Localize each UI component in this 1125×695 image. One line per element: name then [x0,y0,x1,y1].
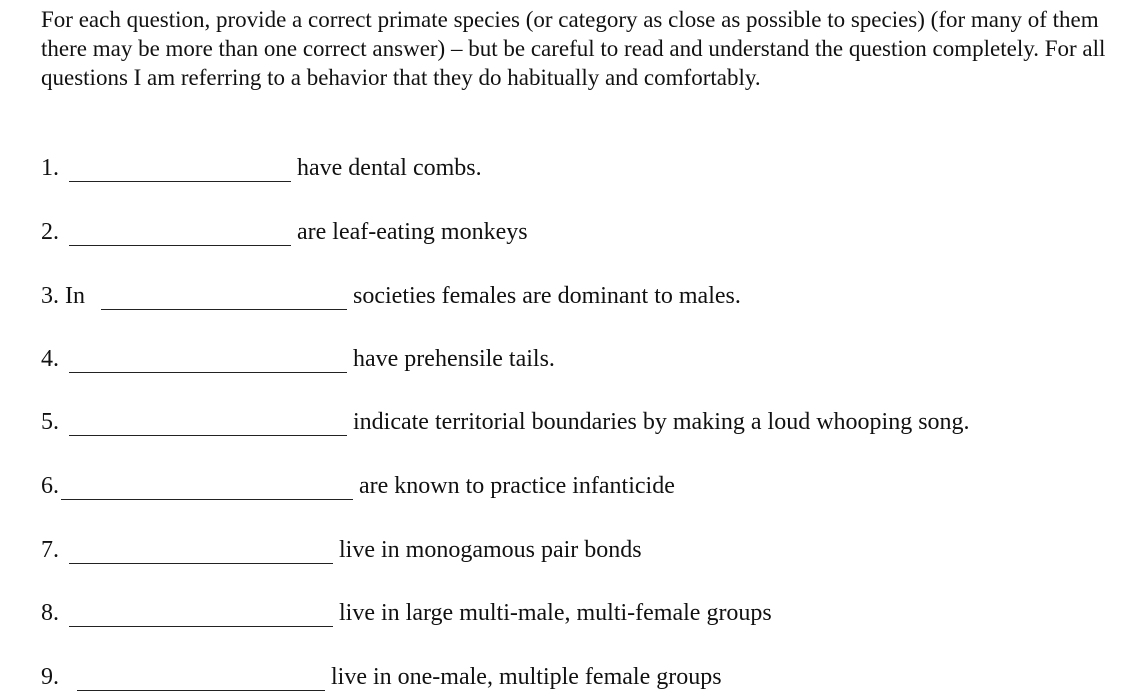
answer-blank[interactable] [69,435,347,436]
answer-blank[interactable] [69,245,291,246]
question-number: 6. [41,473,59,499]
question-text: indicate territorial boundaries by making a loud whooping song. [353,409,970,435]
question-text: live in large multi-male, multi-female groups [339,600,772,626]
question-text: have dental combs. [297,155,482,181]
question-text: are leaf-eating monkeys [297,219,528,245]
question-text: societies females are dominant to males. [353,283,741,309]
question-number: 9. [41,664,59,690]
instructions-paragraph: For each question, provide a correct primate species (or category as close as possible to species) (for many of them there may be more than one correct answer) – but be careful to read and understand the question completely. For all questions I am referring to a behavior that they do habitually and comfortably. [41,7,1106,90]
answer-blank[interactable] [101,309,347,310]
answer-blank[interactable] [69,563,333,564]
question-number: 1. [41,155,59,181]
question-text: have prehensile tails. [353,346,555,372]
question-text: live in one-male, multiple female groups [331,664,722,690]
question-number: 2. [41,219,59,245]
question-text: live in monogamous pair bonds [339,537,642,563]
answer-blank[interactable] [77,690,325,691]
question-text: are known to practice infanticide [359,473,675,499]
question-number: 4. [41,346,59,372]
answer-blank[interactable] [69,372,347,373]
question-number: 8. [41,600,59,626]
question-number: 3. In [41,283,85,309]
question-number: 5. [41,409,59,435]
answer-blank[interactable] [69,626,333,627]
question-number: 7. [41,537,59,563]
answer-blank[interactable] [61,499,353,500]
answer-blank[interactable] [69,181,291,182]
